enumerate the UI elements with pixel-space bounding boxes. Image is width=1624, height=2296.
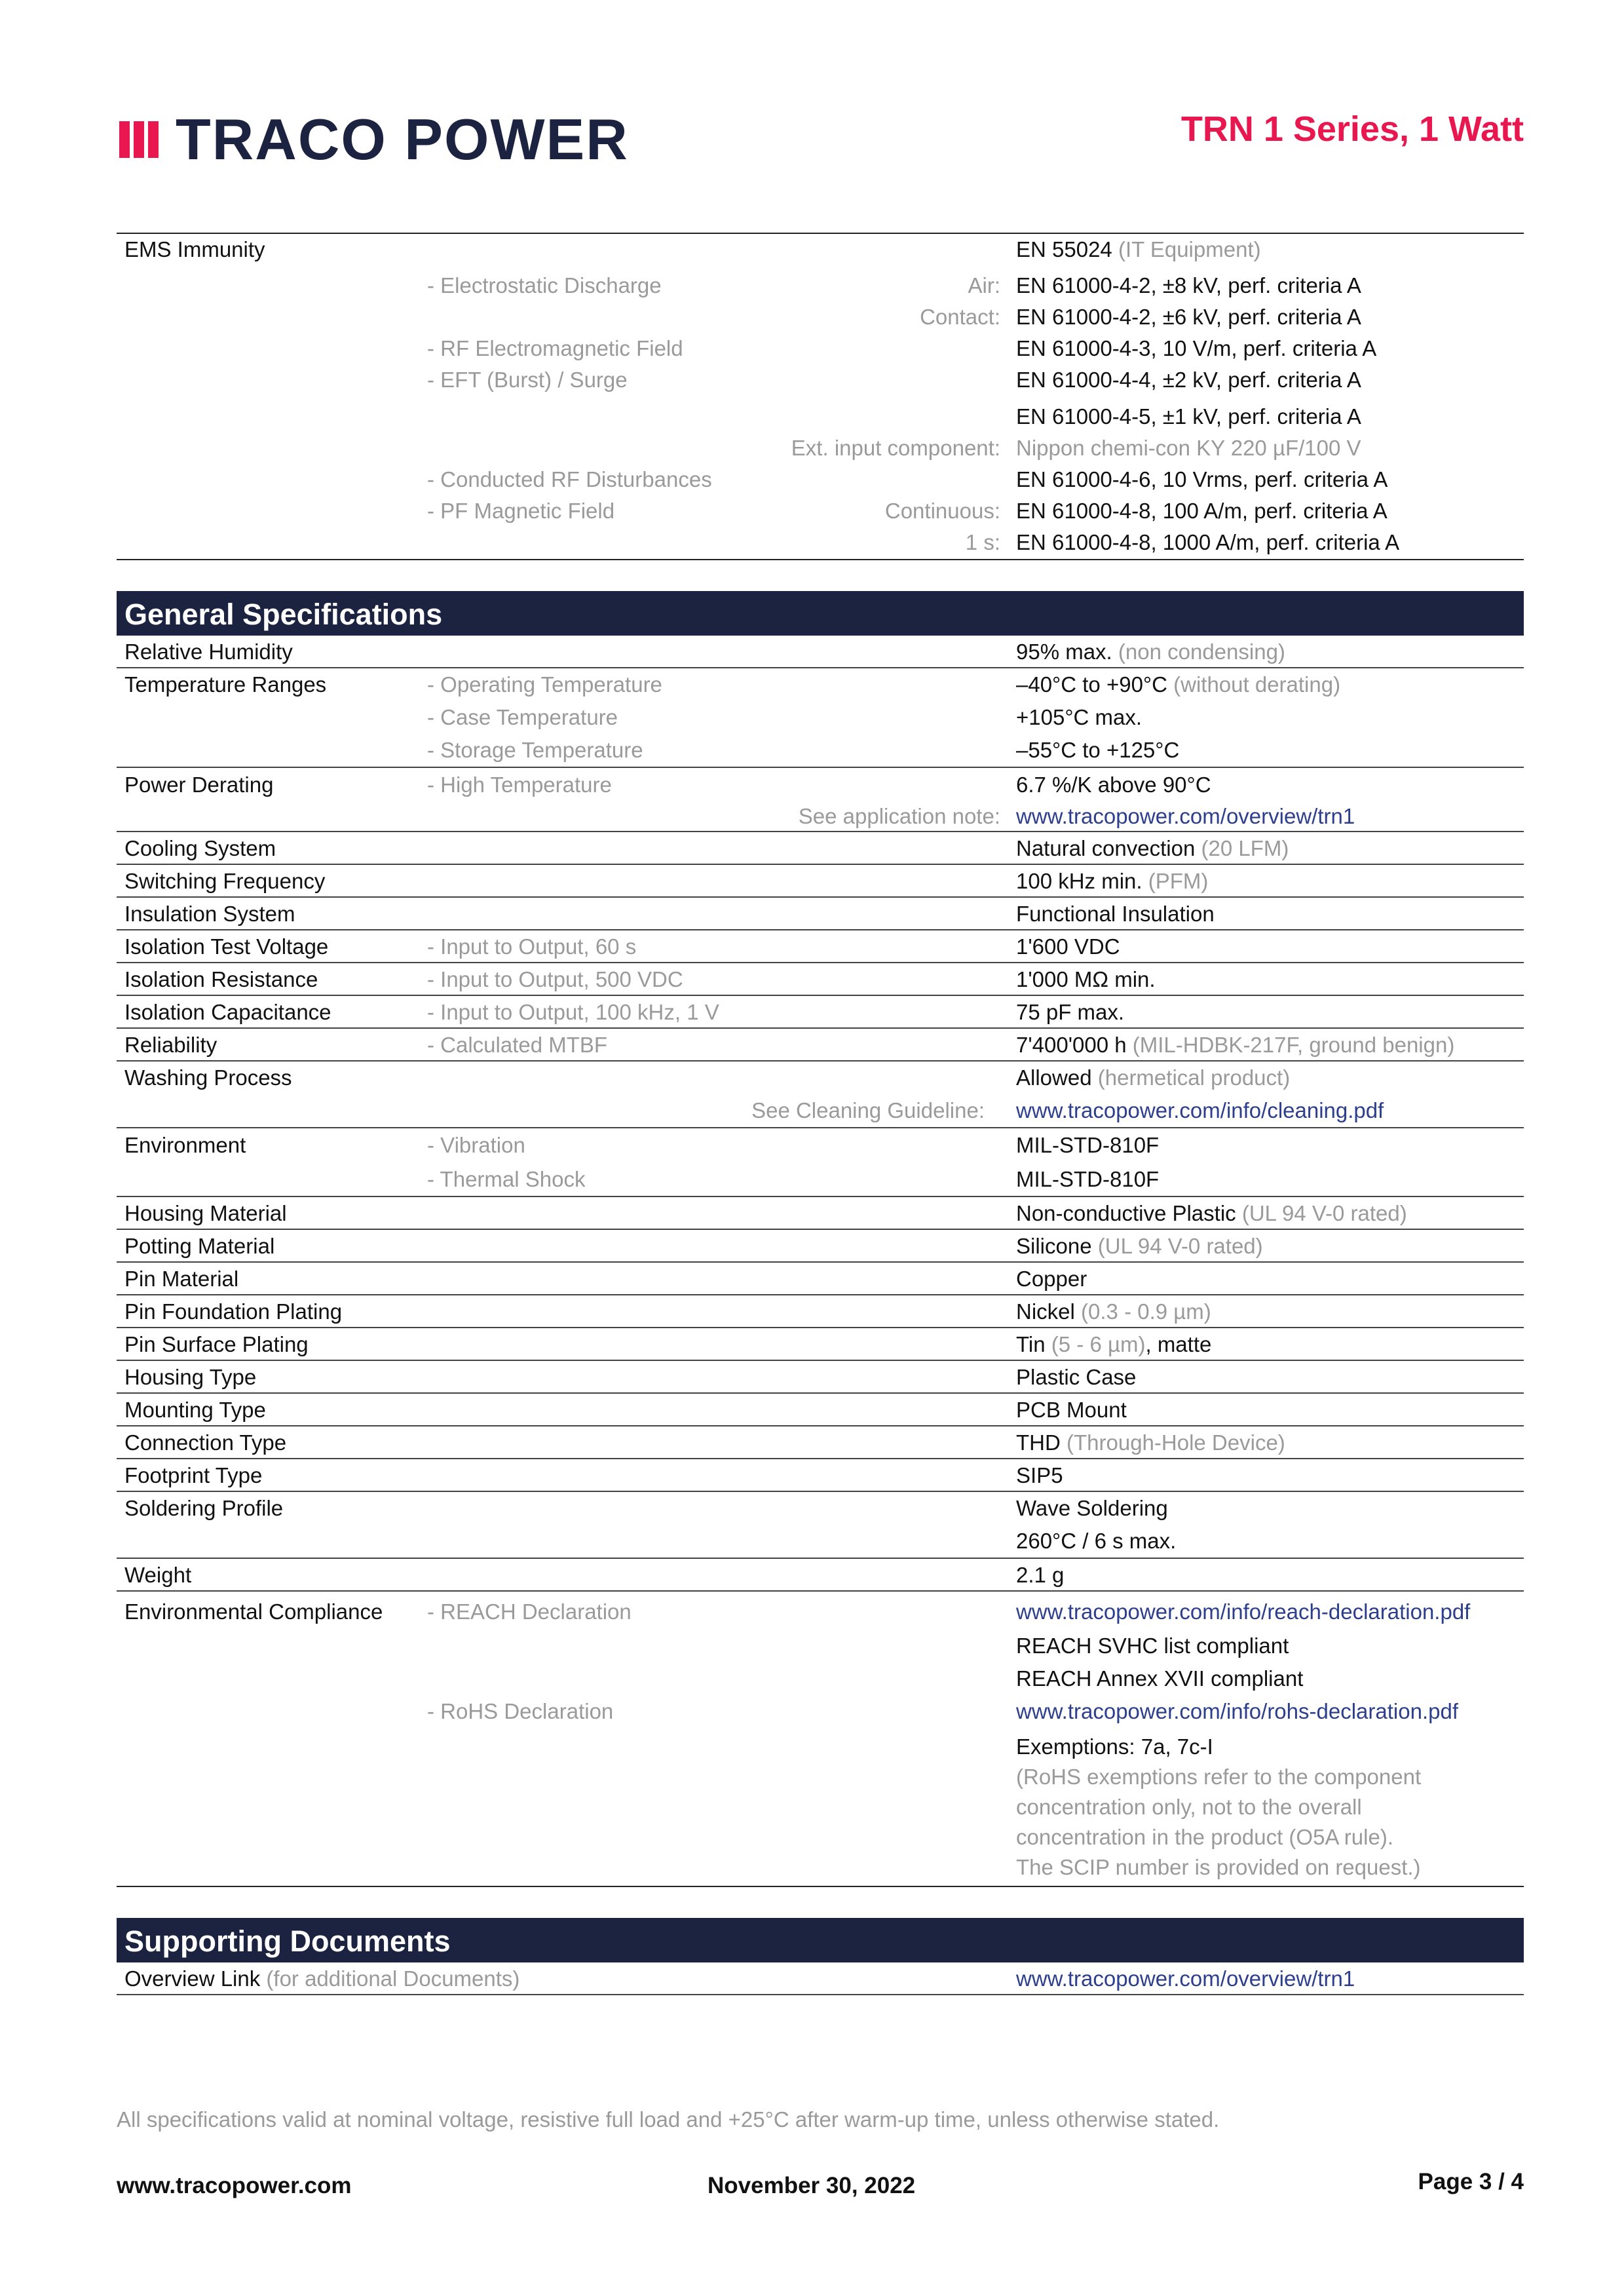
sub-label: - REACH Declaration — [427, 1599, 632, 1624]
sub-label: - Storage Temperature — [427, 738, 643, 762]
row-label: Switching Frequency — [124, 869, 326, 893]
rule — [117, 1027, 1524, 1029]
rohs-note-line: (RoHS exemptions refer to the component — [1016, 1765, 1422, 1789]
row-label: Relative Humidity — [124, 640, 293, 664]
value: 1'000 MΩ min. — [1016, 967, 1156, 991]
value: Natural convection (20 LFM) — [1016, 836, 1289, 860]
value: MIL-STD-810F — [1016, 1167, 1160, 1191]
section-header — [117, 1918, 1524, 1962]
value: 95% max. (non condensing) — [1016, 640, 1285, 664]
value: REACH SVHC list compliant — [1016, 1634, 1289, 1658]
rule — [117, 1360, 1524, 1361]
value: 100 kHz min. (PFM) — [1016, 869, 1209, 893]
reach-declaration-link[interactable]: www.tracopower.com/info/reach-declaration.pdf — [1016, 1599, 1471, 1624]
sub-label: - Vibration — [427, 1133, 525, 1157]
rule — [117, 995, 1524, 996]
sub-label: - Input to Output, 500 VDC — [427, 967, 683, 991]
value: Functional Insulation — [1016, 902, 1215, 926]
sub-label: - EFT (Burst) / Surge — [427, 368, 628, 392]
row-label: Cooling System — [124, 836, 276, 860]
application-note-link[interactable]: www.tracopower.com/overview/trn1 — [1016, 804, 1355, 828]
sub-label: - Operating Temperature — [427, 672, 662, 697]
cleaning-guideline-link[interactable]: www.tracopower.com/info/cleaning.pdf — [1016, 1098, 1384, 1122]
sub-label: - RoHS Declaration — [427, 1699, 614, 1723]
sub-label: - RF Electromagnetic Field — [427, 336, 683, 360]
rule — [117, 667, 1524, 668]
rule — [117, 1261, 1524, 1263]
row-label: Pin Material — [124, 1267, 239, 1291]
rule — [117, 1294, 1524, 1295]
rule — [117, 1392, 1524, 1394]
value: Nickel (0.3 - 0.9 µm) — [1016, 1299, 1211, 1324]
row-label: Housing Material — [124, 1201, 287, 1225]
row-label: EMS Immunity — [124, 237, 265, 261]
rohs-note-line: concentration in the product (O5A rule). — [1016, 1825, 1393, 1849]
value: Copper — [1016, 1267, 1087, 1291]
rule — [117, 233, 1524, 234]
value: Nippon chemi-con KY 220 µF/100 V — [1016, 436, 1361, 460]
series-title: TRN 1 Series, 1 Watt — [1180, 109, 1524, 149]
value: MIL-STD-810F — [1016, 1133, 1160, 1157]
row-label: Soldering Profile — [124, 1496, 284, 1520]
section-title: Supporting Documents — [124, 1924, 451, 1958]
sub-label: - High Temperature — [427, 773, 612, 797]
qualifier: Air: — [968, 273, 1000, 297]
value: 260°C / 6 s max. — [1016, 1529, 1177, 1553]
sub-label: - PF Magnetic Field — [427, 499, 615, 523]
logo-mark-bar-1 — [119, 121, 130, 158]
row-label: Weight — [124, 1563, 192, 1587]
rule — [117, 1425, 1524, 1426]
value: 7'400'000 h (MIL-HDBK-217F, ground benign) — [1016, 1033, 1455, 1057]
value: EN 61000-4-2, ±8 kV, perf. criteria A — [1016, 273, 1361, 297]
row-label: Overview Link (for additional Documents) — [124, 1966, 520, 1991]
value: SIP5 — [1016, 1463, 1063, 1487]
value: –40°C to +90°C (without derating) — [1016, 672, 1341, 697]
rule — [117, 864, 1524, 865]
rule — [117, 1060, 1524, 1062]
rule — [117, 1196, 1524, 1197]
value: Plastic Case — [1016, 1365, 1137, 1389]
value: EN 61000-4-6, 10 Vrms, perf. criteria A — [1016, 467, 1388, 491]
value: Wave Soldering — [1016, 1496, 1168, 1520]
rule — [117, 831, 1524, 832]
row-label: Housing Type — [124, 1365, 257, 1389]
value: 75 pF max. — [1016, 1000, 1125, 1024]
value: EN 61000-4-3, 10 V/m, perf. criteria A — [1016, 336, 1377, 360]
section-header — [117, 591, 1524, 636]
ems-standard: EN 55024 (IT Equipment) — [1016, 237, 1261, 261]
rule — [117, 1558, 1524, 1559]
rule — [117, 1127, 1524, 1128]
rule — [117, 1458, 1524, 1459]
rule — [117, 1229, 1524, 1230]
value: EN 61000-4-4, ±2 kV, perf. criteria A — [1016, 368, 1361, 392]
rohs-note-line: The SCIP number is provided on request.) — [1016, 1855, 1421, 1879]
row-label: Pin Surface Plating — [124, 1332, 309, 1356]
value: Allowed (hermetical product) — [1016, 1065, 1291, 1090]
qualifier: Ext. input component: — [791, 436, 1000, 460]
row-label: Washing Process — [124, 1065, 292, 1090]
qualifier: Continuous: — [884, 499, 1000, 523]
rohs-declaration-link[interactable]: www.tracopower.com/info/rohs-declaration.pdf — [1016, 1699, 1458, 1723]
value: EN 61000-4-2, ±6 kV, perf. criteria A — [1016, 305, 1361, 329]
qualifier: See application note: — [798, 804, 1000, 828]
rule — [117, 1886, 1524, 1887]
sub-label: - Conducted RF Disturbances — [427, 467, 712, 491]
qualifier: 1 s: — [965, 530, 1000, 554]
value: Exemptions: 7a, 7c-I — [1016, 1734, 1213, 1759]
rule — [117, 1590, 1524, 1592]
value: Non-conductive Plastic (UL 94 V-0 rated) — [1016, 1201, 1407, 1225]
value: +105°C max. — [1016, 705, 1142, 729]
row-label: Footprint Type — [124, 1463, 263, 1487]
value: 2.1 g — [1016, 1563, 1065, 1587]
rule — [117, 1491, 1524, 1492]
row-label: Isolation Capacitance — [124, 1000, 331, 1024]
overview-link[interactable]: www.tracopower.com/overview/trn1 — [1016, 1966, 1355, 1991]
row-label: Power Derating — [124, 773, 274, 797]
rule — [117, 929, 1524, 930]
row-label: Reliability — [124, 1033, 217, 1057]
rule — [117, 896, 1524, 898]
footnote: All specifications valid at nominal voltage, resistive full load and +25°C after warm-up time, unless otherwise stated. — [117, 2107, 1220, 2132]
brand-name: TRACO POWER — [176, 107, 629, 172]
rule — [117, 962, 1524, 963]
logo-mark-bar-3 — [148, 121, 159, 158]
value: REACH Annex XVII compliant — [1016, 1666, 1304, 1691]
row-label: Pin Foundation Plating — [124, 1299, 343, 1324]
rule — [117, 767, 1524, 768]
qualifier: Contact: — [920, 305, 1000, 329]
rohs-note-line: concentration only, not to the overall — [1016, 1795, 1362, 1819]
sub-label: - Input to Output, 60 s — [427, 934, 637, 959]
row-label: Insulation System — [124, 902, 295, 926]
value: EN 61000-4-8, 100 A/m, perf. criteria A — [1016, 499, 1388, 523]
value: EN 61000-4-5, ±1 kV, perf. criteria A — [1016, 404, 1361, 429]
value: Tin (5 - 6 µm), matte — [1016, 1332, 1212, 1356]
rule — [117, 1994, 1524, 1995]
value: EN 61000-4-8, 1000 A/m, perf. criteria A — [1016, 530, 1400, 554]
value: Silicone (UL 94 V-0 rated) — [1016, 1234, 1263, 1258]
row-label: Isolation Resistance — [124, 967, 318, 991]
sub-label: - Calculated MTBF — [427, 1033, 608, 1057]
row-label: Mounting Type — [124, 1398, 266, 1422]
page-number: Page 3 / 4 — [1418, 2169, 1524, 2194]
value: 6.7 %/K above 90°C — [1016, 773, 1211, 797]
row-label: Connection Type — [124, 1430, 287, 1455]
value: THD (Through-Hole Device) — [1016, 1430, 1285, 1455]
row-label: Isolation Test Voltage — [124, 934, 329, 959]
qualifier: See Cleaning Guideline: — [751, 1098, 985, 1122]
footer-website[interactable]: www.tracopower.com — [117, 2173, 352, 2198]
row-label: Environmental Compliance — [124, 1599, 383, 1624]
sub-label: - Electrostatic Discharge — [427, 273, 662, 297]
rule — [117, 559, 1524, 560]
value: PCB Mount — [1016, 1398, 1127, 1422]
section-title: General Specifications — [124, 598, 443, 631]
logo-mark-bar-2 — [134, 121, 144, 158]
row-label: Environment — [124, 1133, 246, 1157]
sub-label: - Case Temperature — [427, 705, 618, 729]
rule — [117, 1327, 1524, 1328]
footer-date: November 30, 2022 — [708, 2173, 916, 2198]
sub-label: - Input to Output, 100 kHz, 1 V — [427, 1000, 719, 1024]
row-label: Temperature Ranges — [124, 672, 327, 697]
sub-label: - Thermal Shock — [427, 1167, 586, 1191]
value: 1'600 VDC — [1016, 934, 1120, 959]
value: –55°C to +125°C — [1016, 738, 1180, 762]
row-label: Potting Material — [124, 1234, 275, 1258]
